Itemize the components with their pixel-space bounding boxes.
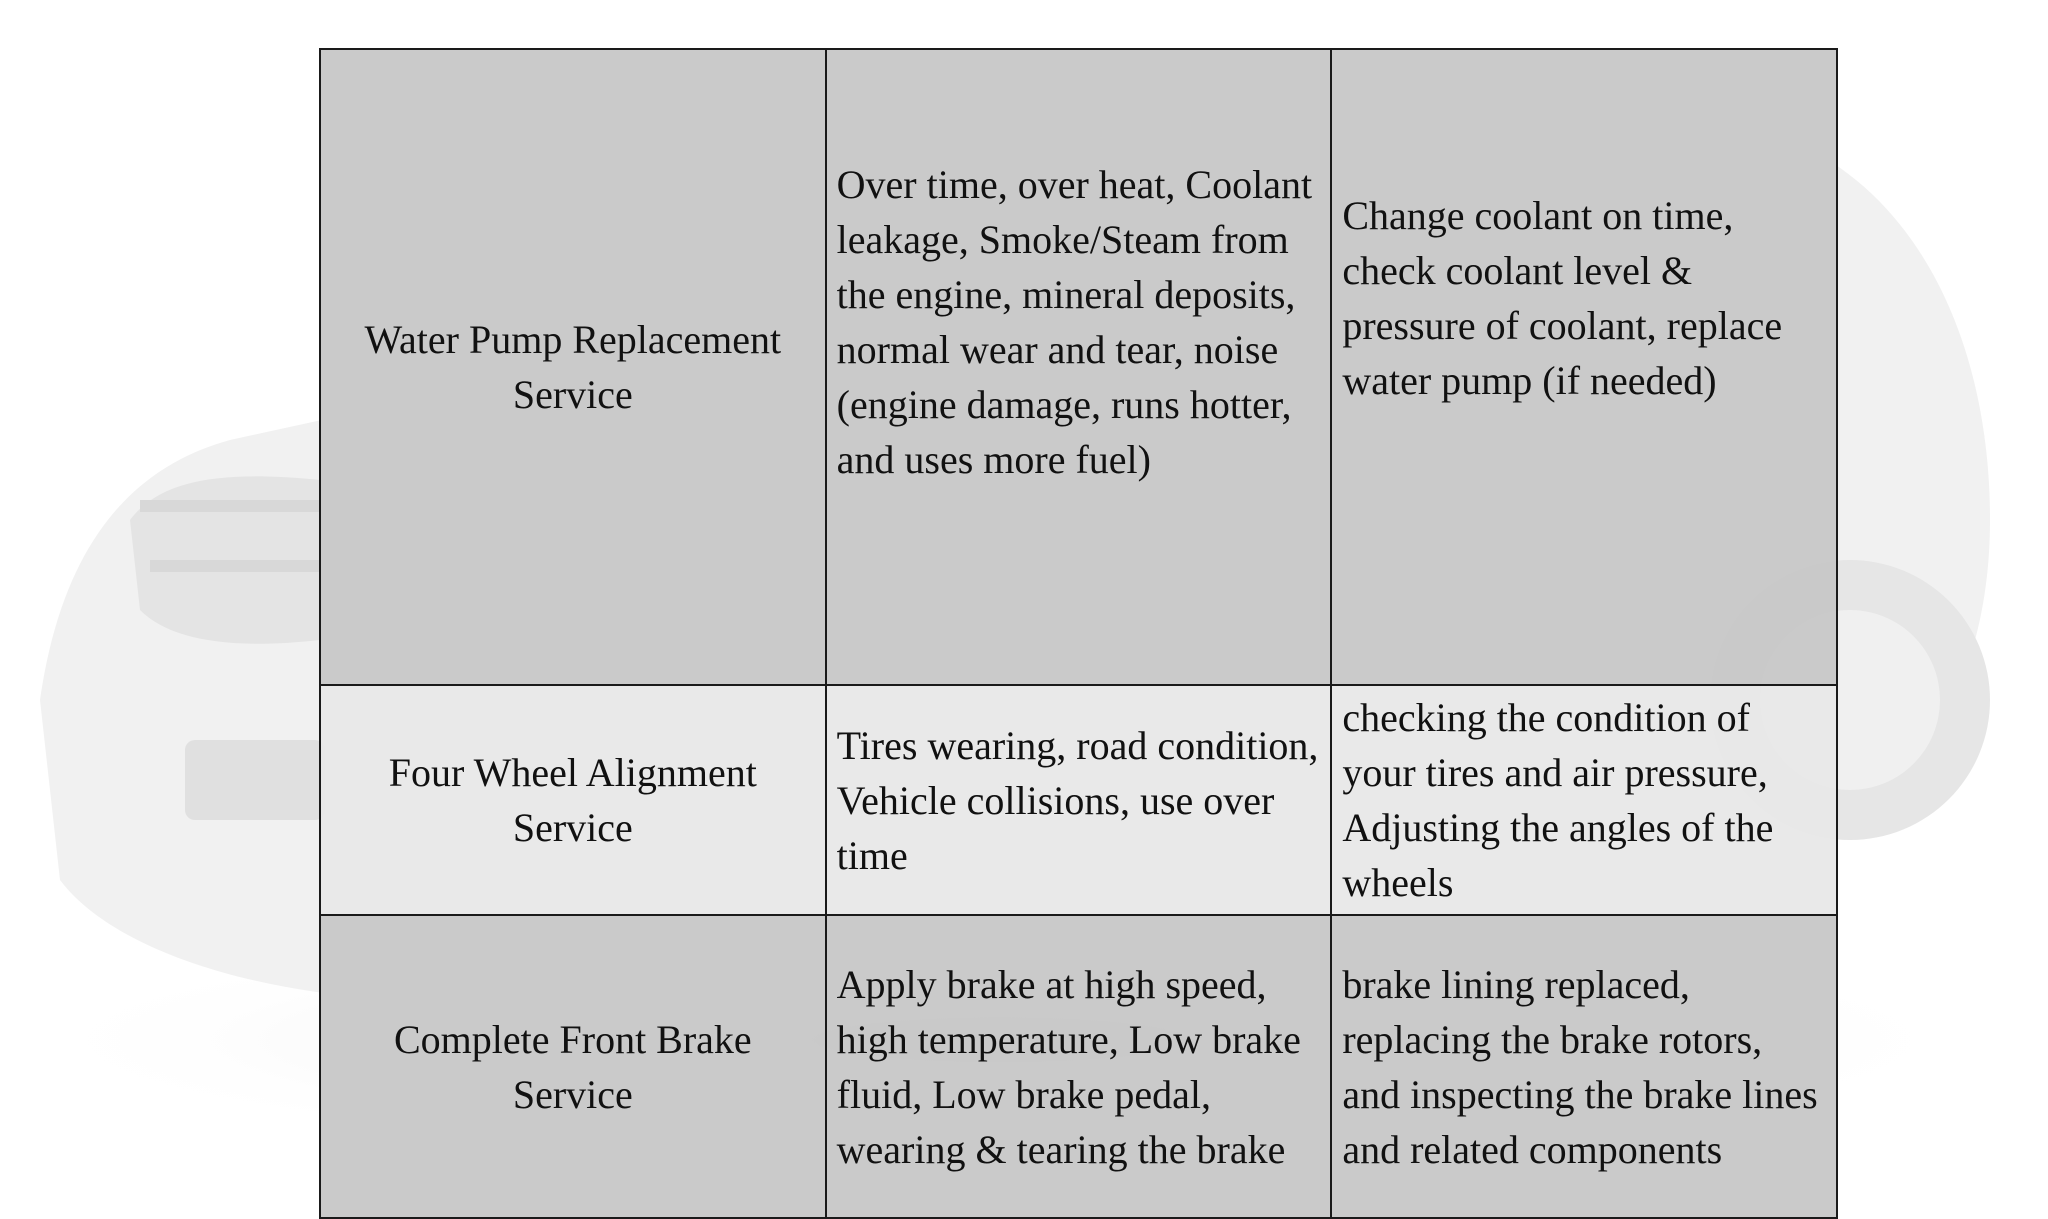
table-row [320,49,1837,685]
causes-cell [826,685,1332,915]
causes-cell [826,49,1332,685]
service-name: Complete Front Brake Service [393,1016,752,1117]
service-table-container [319,48,1838,1219]
remedy-text: brake lining replaced, replacing the brake rotors, and inspecting the brake lines and related components [1342,961,1818,1172]
remedy-cell [1331,915,1837,1218]
remedy-cell [1331,685,1837,915]
table-row [320,685,1837,915]
service-cell [320,915,826,1218]
service-table [319,48,1838,1219]
service-name: Water Pump Replacement Service [364,317,782,417]
causes-text: Apply brake at high speed, high temperature, Low brake fluid, Low brake pedal, wearing & tearing the brake [836,961,1301,1172]
causes-cell [826,915,1332,1218]
table-row [320,915,1837,1218]
remedy-cell [1331,49,1837,685]
service-name: Four Wheel Alignment Service [388,750,757,850]
causes-text: Tires wearing, road condition, Vehicle collisions, use over time [836,722,1319,878]
service-cell [320,49,826,685]
remedy-text: checking the condition of your tires and air pressure, Adjusting the angles of the wheels [1342,695,1774,905]
remedy-text: Change coolant on time, check coolant level & pressure of coolant, replace water pump (if needed) [1342,193,1783,403]
causes-text: Over time, over heat, Coolant leakage, Smoke/Steam from the engine, mineral deposits, normal wear and tear, noise (engine damage, runs hotter, and uses more fuel) [836,162,1313,482]
service-cell [320,685,826,915]
